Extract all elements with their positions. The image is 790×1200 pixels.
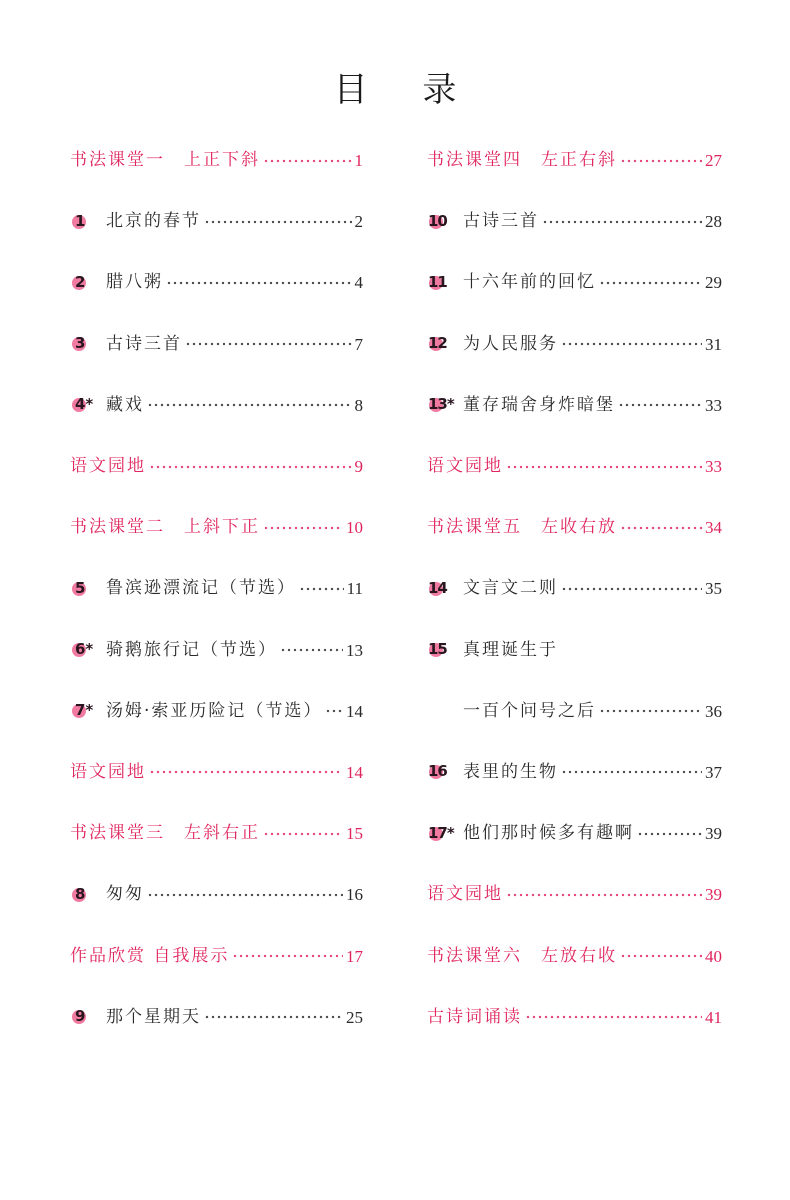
lesson-number-badge	[427, 825, 463, 843]
toc-lesson-entry[interactable]	[427, 742, 722, 803]
toc-page-number: 36	[705, 701, 722, 721]
toc-entry-title: 语文园地	[427, 884, 503, 905]
toc-entry-title: 语文园地	[70, 456, 146, 477]
lesson-number: 5	[75, 578, 86, 597]
toc-page-number: 13	[346, 640, 363, 660]
toc-section-entry[interactable]	[70, 436, 363, 497]
toc-lesson-entry[interactable]	[427, 375, 722, 436]
lesson-number: 11	[428, 272, 447, 291]
toc-lesson-entry[interactable]	[70, 681, 363, 742]
dot-leader	[263, 525, 343, 531]
toc-page-number: 34	[705, 518, 722, 538]
lesson-number-badge	[70, 1008, 106, 1026]
toc-page-number: 33	[705, 457, 722, 477]
toc-section-entry[interactable]	[70, 742, 363, 803]
toc-entry-title: 文言文二则	[463, 578, 558, 599]
dot-leader	[263, 158, 352, 164]
toc-page-number: 4	[354, 273, 363, 293]
lesson-number: 17*	[428, 823, 454, 842]
lesson-number: 7*	[75, 701, 94, 720]
dot-leader	[166, 280, 352, 286]
dot-leader	[620, 158, 702, 164]
lesson-number: 15	[428, 640, 447, 659]
toc-lesson-entry[interactable]	[427, 620, 722, 681]
toc-entry-title: 古诗三首	[463, 211, 539, 232]
toc-entry-title: 书法课堂一 上正下斜	[70, 150, 260, 171]
toc-lesson-entry[interactable]	[70, 864, 363, 925]
dot-leader	[232, 953, 343, 959]
toc-page-number: 15	[346, 824, 363, 844]
dot-leader	[204, 1014, 343, 1020]
toc-entry-title: 书法课堂六 左放右收	[427, 945, 617, 966]
lesson-number-badge	[427, 396, 463, 414]
toc-page-number: 39	[705, 824, 722, 844]
toc-page-number: 9	[354, 457, 363, 477]
dot-leader	[599, 280, 702, 286]
toc-page-number: 27	[705, 151, 722, 171]
lesson-number: 10	[428, 211, 447, 230]
toc-page-number: 29	[705, 273, 722, 293]
lesson-number-badge	[427, 580, 463, 598]
toc-lesson-entry[interactable]	[70, 375, 363, 436]
lesson-number-badge	[70, 886, 106, 904]
toc-entry-title: 语文园地	[427, 456, 503, 477]
toc-page-number: 11	[346, 579, 363, 599]
toc-page-number: 14	[346, 701, 363, 721]
toc-section-entry[interactable]	[427, 987, 722, 1048]
toc-section-entry[interactable]	[427, 864, 722, 925]
lesson-number: 13*	[428, 395, 454, 414]
toc-entry-title: 真理诞生于	[463, 639, 558, 660]
toc-entry-title: 书法课堂四 左正右斜	[427, 150, 617, 171]
lesson-number-badge	[70, 396, 106, 414]
dot-leader	[185, 341, 352, 347]
toc-lesson-entry[interactable]	[70, 620, 363, 681]
toc-lesson-entry[interactable]	[427, 314, 722, 375]
toc-entry-title: 作品欣赏 自我展示	[70, 945, 230, 966]
toc-entry-title: 那个星期天	[106, 1006, 201, 1027]
toc-lesson-entry[interactable]	[427, 803, 722, 864]
toc-page-number: 25	[346, 1007, 363, 1027]
lesson-number-badge	[70, 335, 106, 353]
toc-page-number: 16	[346, 885, 363, 905]
dot-leader	[147, 402, 352, 408]
toc-entry-title: 鲁滨逊漂流记（节选）	[106, 578, 296, 599]
lesson-number: 2	[75, 272, 86, 291]
dot-leader	[263, 831, 343, 837]
toc-entry-title: 书法课堂三 左斜右正	[70, 823, 260, 844]
toc-entry-title: 匆匆	[106, 884, 144, 905]
lesson-number: 4*	[75, 395, 94, 414]
toc-section-entry[interactable]	[427, 436, 722, 497]
lesson-number-badge	[70, 641, 106, 659]
lesson-number-badge	[427, 274, 463, 292]
toc-page-number: 2	[354, 212, 363, 232]
dot-leader	[561, 586, 702, 592]
toc-page-number: 41	[705, 1007, 722, 1027]
toc-entry-title: 藏戏	[106, 394, 144, 415]
dot-leader	[618, 402, 702, 408]
toc-entry-title: 汤姆·索亚历险记（节选）	[106, 700, 323, 721]
lesson-number: 9	[75, 1007, 86, 1026]
toc-entry-title: 古诗词诵读	[427, 1006, 522, 1027]
toc-page-number: 17	[346, 946, 363, 966]
lesson-number-badge	[70, 702, 106, 720]
toc-lesson-entry[interactable]	[70, 987, 363, 1048]
dot-leader	[204, 219, 352, 225]
toc-entry-title: 骑鹅旅行记（节选）	[106, 639, 277, 660]
dot-leader	[147, 892, 343, 898]
toc-entry-title: 语文园地	[70, 761, 146, 782]
dot-leader	[542, 219, 702, 225]
toc-entry-title: 一百个问号之后	[463, 700, 596, 721]
toc-entry-title: 董存瑞舍身炸暗堡	[463, 394, 615, 415]
toc-section-entry[interactable]	[70, 925, 363, 986]
dot-leader	[149, 464, 352, 470]
lesson-number: 3	[75, 334, 86, 353]
toc-entry-title: 古诗三首	[106, 333, 182, 354]
toc-page-number: 40	[705, 946, 722, 966]
toc-entry-title: 十六年前的回忆	[463, 272, 596, 293]
lesson-number: 16	[428, 762, 447, 781]
lesson-number-badge	[70, 274, 106, 292]
dot-leader	[299, 586, 344, 592]
toc-page-number: 1	[354, 151, 363, 171]
toc-entry-title: 书法课堂五 左收右放	[427, 517, 617, 538]
toc-entry-title: 腊八粥	[106, 272, 163, 293]
lesson-number-badge	[427, 763, 463, 781]
toc-entry-title: 他们那时候多有趣啊	[463, 823, 634, 844]
toc-page-number: 35	[705, 579, 722, 599]
lesson-number-badge	[427, 335, 463, 353]
toc-page-number: 31	[705, 334, 722, 354]
dot-leader	[525, 1014, 702, 1020]
lesson-number-badge	[70, 213, 106, 231]
toc-lesson-entry[interactable]	[70, 252, 363, 313]
lesson-number-badge	[427, 641, 463, 659]
toc-lesson-entry[interactable]	[70, 314, 363, 375]
toc-lesson-entry[interactable]	[427, 558, 722, 619]
toc-section-entry[interactable]	[427, 497, 722, 558]
dot-leader	[637, 831, 702, 837]
toc-page-number: 33	[705, 395, 722, 415]
dot-leader	[561, 341, 702, 347]
toc-entry-title: 北京的春节	[106, 211, 201, 232]
toc-section-entry[interactable]	[427, 130, 722, 191]
dot-leader	[325, 708, 343, 714]
dot-leader	[620, 525, 702, 531]
toc-lesson-entry[interactable]	[427, 191, 722, 252]
toc-left-column	[70, 130, 363, 1048]
lesson-number: 1	[75, 211, 86, 230]
toc-section-entry[interactable]	[70, 497, 363, 558]
toc-lesson-entry[interactable]	[70, 191, 363, 252]
toc-page-number: 28	[705, 212, 722, 232]
toc-entry-title: 为人民服务	[463, 333, 558, 354]
lesson-number: 12	[428, 334, 447, 353]
toc-right-column	[427, 130, 722, 1048]
toc-page-number: 8	[354, 395, 363, 415]
toc-section-entry[interactable]	[427, 925, 722, 986]
lesson-number-badge	[70, 580, 106, 598]
dot-leader	[599, 708, 702, 714]
dot-leader	[620, 953, 702, 959]
toc-entry-title: 书法课堂二 上斜下正	[70, 517, 260, 538]
toc-section-entry[interactable]	[70, 803, 363, 864]
dot-leader	[561, 769, 702, 775]
dot-leader	[149, 769, 343, 775]
toc-lesson-entry[interactable]	[427, 252, 722, 313]
toc-lesson-entry[interactable]	[427, 681, 722, 742]
page-title: 目 录	[333, 70, 479, 110]
toc-page-number: 7	[354, 334, 363, 354]
toc-lesson-entry[interactable]	[70, 558, 363, 619]
lesson-number: 8	[75, 884, 86, 903]
toc-page-number: 37	[705, 762, 722, 782]
dot-leader	[506, 464, 702, 470]
lesson-number: 14	[428, 578, 447, 597]
lesson-number-badge	[427, 213, 463, 231]
dot-leader	[280, 647, 343, 653]
dot-leader	[506, 892, 702, 898]
toc-page-number: 10	[346, 518, 363, 538]
lesson-number: 6*	[75, 640, 94, 659]
toc-page-number: 39	[705, 885, 722, 905]
toc-entry-title: 表里的生物	[463, 761, 558, 782]
toc-page-number: 14	[346, 762, 363, 782]
toc-section-entry[interactable]	[70, 130, 363, 191]
